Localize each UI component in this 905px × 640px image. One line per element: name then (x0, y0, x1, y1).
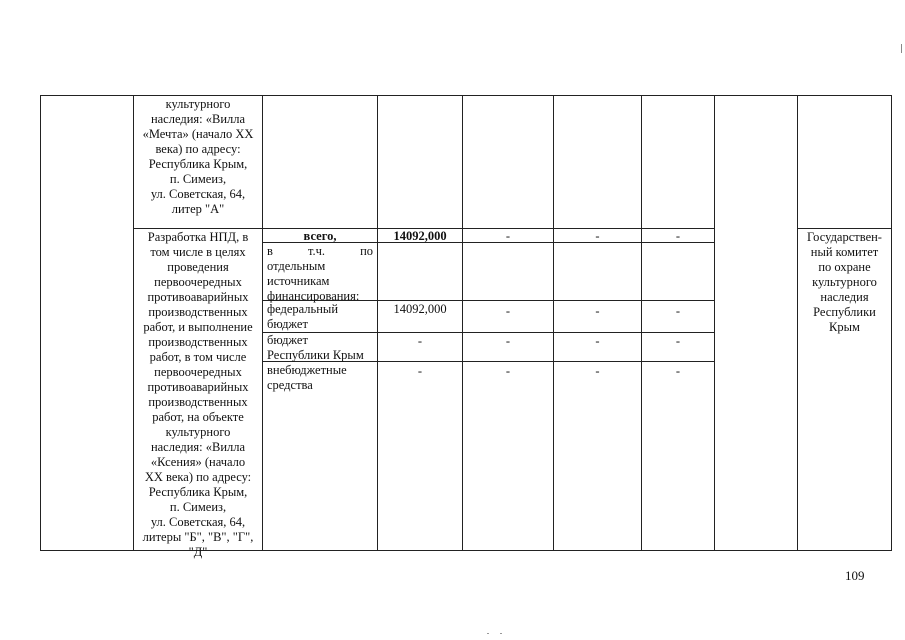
col-divider (462, 95, 463, 551)
object-description-cont: культурного наследия: «Вилла «Мечта» (начало XX века) по адресу: Республика Крым, п. Симеиз, ул. Советская, 64, литер "А" (142, 97, 254, 216)
amount-extrabudgetary-y3: - (675, 364, 681, 378)
col-divider (40, 95, 41, 551)
amount-federal-y3: - (675, 304, 681, 318)
work-description: Разработка НПД, в том числе в целях проведения первоочередных противоаварийных производственных работ, и выполнение производственных работ, в том числе первоочередных противоаварийных производственных работ, на объекте культурного наследия: «Вилла «Ксения» (начало XX века) по адресу: Республика Крым, п. Симеиз, ул. Советская, 64, литеры "Б", "В", "Г", "Д" (142, 230, 254, 559)
col-divider (891, 95, 892, 551)
responsible-executor: Государствен- ный комитет по охране культурного наследия Республики Крым (807, 230, 882, 334)
col-divider (262, 95, 263, 551)
funding-source-federal: федеральный бюджет (267, 302, 339, 331)
breakdown-rest: отдельным источникам финансирования: (267, 259, 360, 303)
col-divider (377, 95, 378, 551)
amount-regional-y1: - (505, 334, 511, 348)
funding-source-breakdown (267, 244, 373, 304)
amount-y1: - (505, 229, 511, 243)
row-divider-right (797, 228, 892, 229)
funding-source-regional: бюджет Республики Крым (267, 333, 364, 362)
amount-regional-y2: - (595, 334, 600, 348)
amount-extrabudgetary-y1: - (505, 364, 511, 378)
amount-extrabudgetary: - (417, 364, 423, 378)
amount-y2: - (595, 229, 600, 243)
col-divider (714, 95, 715, 551)
amount-extrabudgetary-y2: - (595, 364, 600, 378)
funding-source-total: всего, (303, 229, 337, 243)
breakdown-first-line: в т.ч. по (267, 244, 374, 258)
amount-federal: 14092,000 (393, 302, 447, 316)
amount-total: 14092,000 (393, 229, 447, 243)
col-divider (641, 95, 642, 551)
scan-speck (500, 633, 502, 634)
margin-mark (901, 44, 902, 53)
amount-federal-y1: - (505, 304, 511, 318)
scan-speck (487, 633, 489, 634)
amount-regional-y3: - (675, 334, 681, 348)
amount-regional: - (417, 334, 423, 348)
funding-source-extrabudgetary: внебюджетные средства (267, 363, 347, 392)
amount-y3: - (675, 229, 681, 243)
table-top-border (40, 95, 892, 96)
page-number: 109 (845, 568, 865, 583)
col-divider (553, 95, 554, 551)
amount-federal-y2: - (595, 304, 600, 318)
